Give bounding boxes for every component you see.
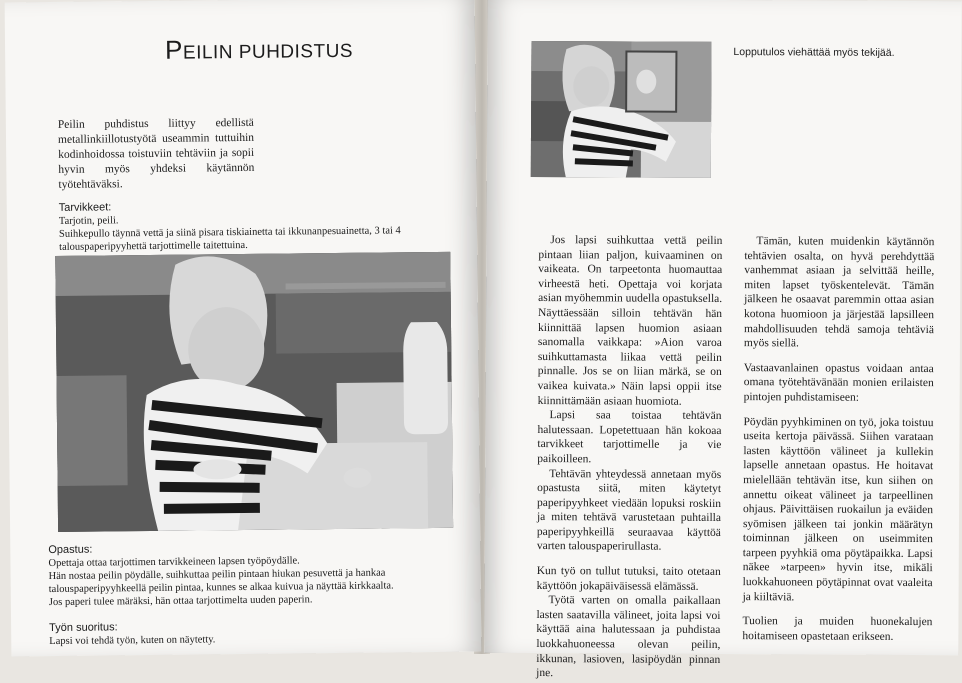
paragraph: Pöydän pyyhkiminen on työ, joka toistuu useita kertoja päivässä. Siihen varataan lasten käyttöön välineet ja kullekin lapselle annetaan opastus. He hoitavat mielellään tehtävän itse, kun siihen on annettu oikeat välineet ja tarpeellinen ohjaus. Päivittäisen ruokailun ja eväiden syömisen jälkeen tai jonkin määrätyn toiminnan jälkeen on useimmiten tarpeen pyyhkiä oma pöytäpaikka. Lapsi näkee »tarpeen» hyvin itse, mikäli luokkahuoneen pöytäpinnat ovat vaaleita ja kiiltäviä.: [742, 415, 934, 604]
guidance-line: Jos paperi tulee märäksi, hän ottaa tarjottimelta uuden paperin.: [48, 594, 313, 609]
paragraph: Kun työ on tullut tutuksi, taito otetaan käyttöön jokapäiväisessä elämässä.: [536, 565, 721, 593]
child-cleaning-mirror-photo: [55, 252, 453, 532]
performance-heading: Työn suoritus:: [49, 621, 118, 635]
paragraph: Tuolien ja muiden huonekalujen hoitamiseen opastetaan erikseen.: [742, 615, 933, 643]
right-page: [484, 0, 961, 680]
page-title: PEILIN PUHDISTUS: [164, 34, 354, 65]
left-page: [5, 0, 482, 656]
guidance-line: Hän nostaa peilin pöydälle, suihkuttaa peilin pintaan hiukan pesuvettä ja hankaa talouspaperipyyhkeellä peilin pintaa, kunnes se alkaa kuivua ja näyttää kirkkaalta.: [48, 567, 394, 596]
performance-text: Lapsi voi tehdä työn, kuten on näytetty.: [49, 634, 216, 648]
materials-section: [59, 198, 460, 254]
intro-paragraph: Peilin puhdistus liittyy edellistä metallinkiillotustyötä useammin tuttuihin kodinhoidossa toistuviin tehtäviin ja sopii hyvin myös yhdeksi käytännön työtehtäväksi.: [57, 116, 255, 191]
materials-line: Suihkepullo täynnä vettä ja siinä pisara tiskiainetta tai ikkunanpesuainetta, 3 tai 4 talouspaperipyyhettä tarjottimelle taitettuina.: [58, 225, 401, 253]
materials-line: Tarjotin, peili.: [58, 215, 119, 227]
performance-section: [49, 618, 469, 648]
paragraph: Tämän, kuten muidenkin käytännön tehtävien osalta, on hyvä perehdyttää vanhemmat asiaan ja selvittää heille, miten lapset työskentelevät. Tämän jälkeen he osaavat paremmin ottaa asian kotona huomioon ja järjestää lapsilleen mahdollisuuden tehdä samoja tehtäviä myös siellä.: [743, 235, 935, 350]
materials-heading: Tarvikkeet:: [58, 201, 112, 214]
photo-caption: Lopputulos viehättää myös tekijää.: [733, 46, 895, 59]
paragraph: Lapsi saa toistaa tehtävän halutessaan. Lopetettuaan hän kokoaa tarvikkeet tarjottimelle ja vie paikoilleen.: [537, 409, 722, 466]
paragraph: Jos lapsi suihkuttaa vettä peilin pintaan liian paljon, kuivaaminen on vaikeata. On tarpeetonta huomauttaa virheestä heti. Opettaja voi korjata asian myöhemmin uudella opastuksella. Näyttäessään silloin tehtävän hän kiinnittää lapsen huomion asiaan sanomalla vaikkapa: »Aion varoa suihkuttamasta liikaa vettä peilin pinnalle. Jos se on liian märkä, se on vaikea kuivata.» Näin lapsi oppii itse kiinnittämään asiaan huomiota.: [537, 234, 723, 408]
text-column-1: [536, 233, 722, 682]
guidance-section: [48, 540, 469, 609]
paragraph: Vastaavanlainen opastus voidaan antaa omana työtehtävänään monien erilaisten pintojen puhdistamiseen:: [743, 361, 934, 404]
text-column-2: [742, 234, 934, 644]
guidance-line: Opettaja ottaa tarjottimen tarvikkeineen lapsen työpöydälle.: [48, 555, 300, 570]
paragraph: Työtä varten on omalla paikallaan lasten saatavilla välineet, joita lapsi voi käyttää aina halutessaan ja puhdistaa luokkahuoneessa olevan peilin, ikkunan, lasioven, lasipöydän pinnan jne.: [536, 594, 721, 680]
guidance-heading: Opastus:: [48, 543, 93, 557]
paragraph: Tehtävän yhteydessä annetaan myös opastusta siitä, miten käytetyt paperipyyhkeet viedään lopuksi roskiin ja miten tehtävä varustetaan puhtailla paperipyyhkeillä seuraavaa käyttöä varten talouspaperirullasta.: [536, 467, 722, 554]
child-with-mirror-photo: [531, 41, 712, 178]
